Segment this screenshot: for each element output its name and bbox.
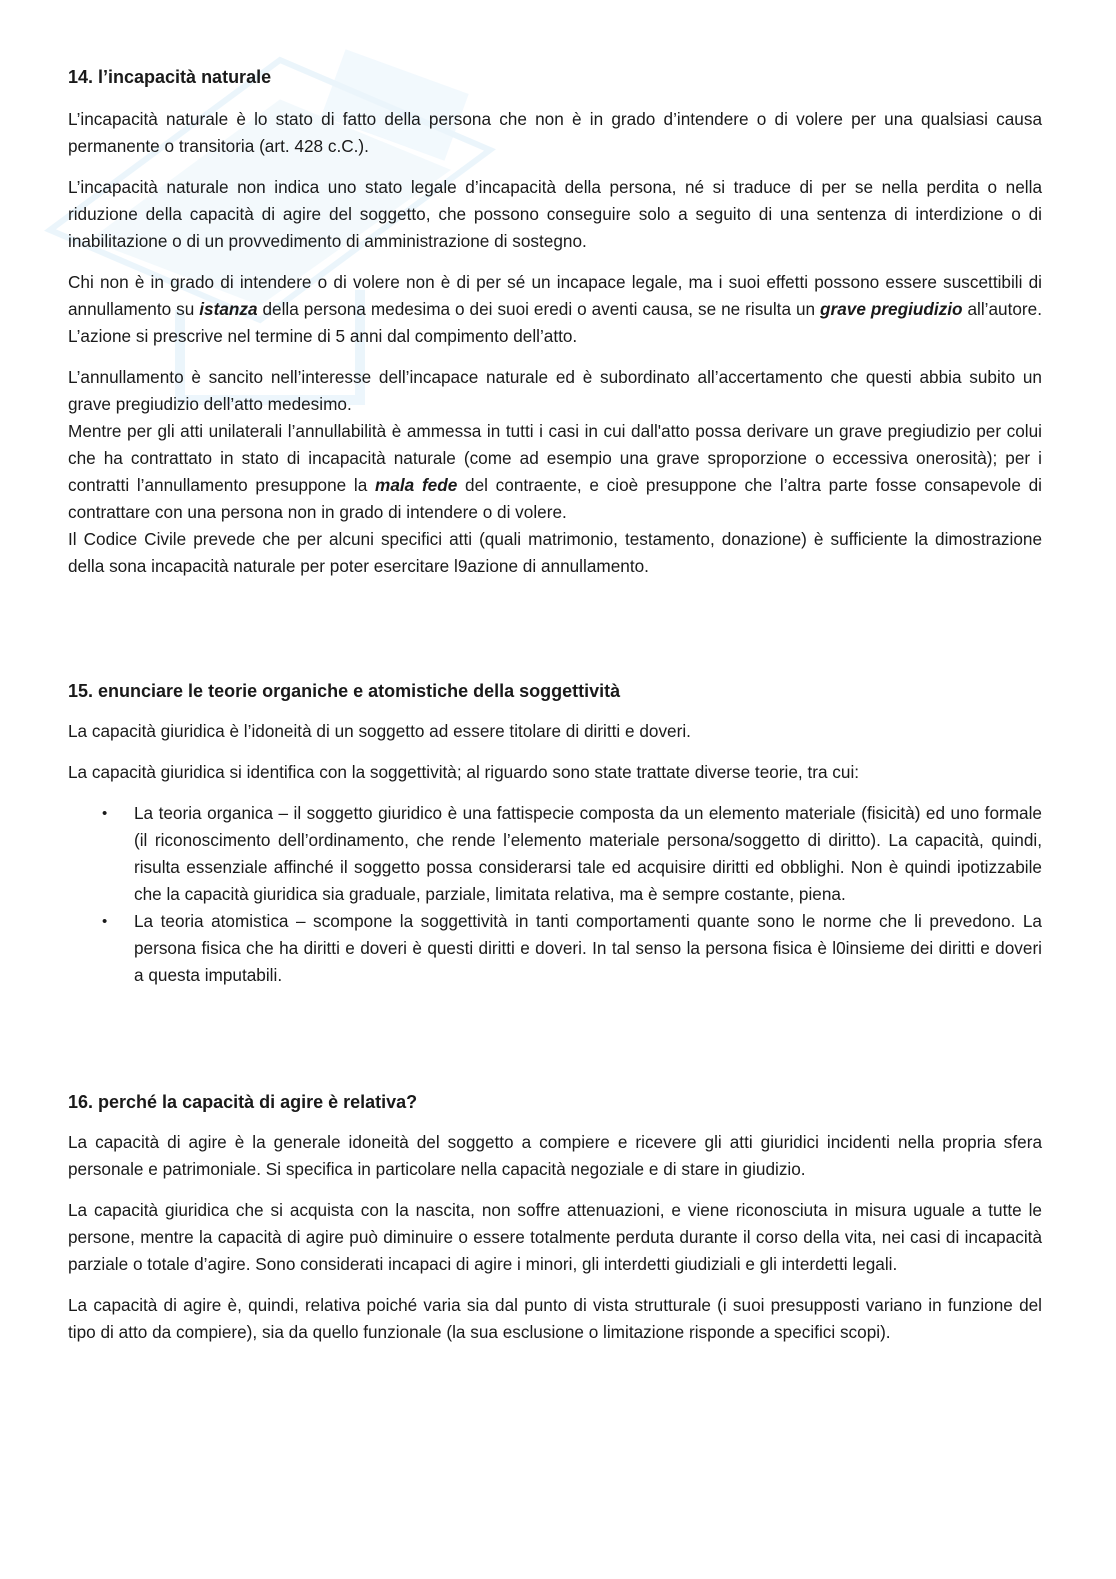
list-item-text: La teoria organica – il soggetto giuridico è una fattispecie composta da un elemento materiale (fisicità) ed uno formale (il riconoscimento dell’ordinamento, che rende l’elemento materiale persona/soggetto di diritto). La capacità, quindi, risulta essenziale affinché il soggetto possa considerarsi tale ed acquisire diritti ed obblighi. Non è quindi ipotizzabile che la capacità giuridica sia graduale, parziale, limitata relativa, ma è sempre costante, piena. <box>134 803 1042 904</box>
emphasis-mala-fede: mala fede <box>375 475 458 495</box>
section-14-title: 14. l’incapacità naturale <box>68 67 272 87</box>
bullet-icon: • <box>102 913 108 930</box>
section-16-title: 16. perché la capacità di agire è relativa? <box>68 1092 418 1112</box>
section-15-paragraph-2: La capacità giuridica si identifica con la soggettività; al riguardo sono state trattate diverse teorie, tra cui: <box>68 762 860 782</box>
section-15-title: 15. enunciare le teorie organiche e atomistiche della soggettività <box>68 681 621 701</box>
section-14-paragraph-2: L’incapacità naturale non indica uno stato legale d’incapacità della persona, né si traduce di per se nella perdita o nella riduzione della capacità di agire del soggetto, che possono conseguire solo a seguito di una sentenza di interdizione o di inabilitazione o di un provvedimento di amministrazione di sostegno. <box>68 177 1042 251</box>
section-16 <box>68 1087 1042 1346</box>
section-15 <box>68 676 1042 989</box>
bullet-icon: • <box>102 805 108 822</box>
section-16-paragraph-2: La capacità giuridica che si acquista con la nascita, non soffre attenuazioni, e viene riconosciuta in misura uguale a tutte le persone, mentre la capacità di agire può diminuire o essere totalmente perduta durante il corso della vita, nei casi di incapacità parziale o totale d’agire. Sono considerati incapaci di agire i minori, gli interdetti giudiziali e gli interdetti legali. <box>68 1200 1042 1274</box>
section-14-paragraph-1: L’incapacità naturale è lo stato di fatto della persona che non è in grado d’intendere o di volere per una qualsiasi causa permanente o transitoria (art. 428 c.C.). <box>68 109 1042 156</box>
section-14-paragraph-4: L’annullamento è sancito nell’interesse dell’incapace naturale ed è subordinato all’accertamento che questi abbia subito un grave pregiudizio dell’atto medesimo. <box>68 367 1042 414</box>
list-item <box>68 908 1042 989</box>
text-run: del contraente, e cioè presuppone che l’altra parte fosse consapevole di contrattare con una persona non in grado di intendere o di volere. <box>68 475 1042 522</box>
emphasis-istanza: istanza <box>199 299 258 319</box>
theories-list <box>68 800 1042 989</box>
section-16-paragraph-3: La capacità di agire è, quindi, relativa poiché varia sia dal punto di vista strutturale (i suoi presupposti variano in funzione del tipo di atto da compiere), sia da quello funzionale (la sua esclusione o limitazione risponde a specifici scopi). <box>68 1295 1042 1342</box>
section-14 <box>68 62 1042 580</box>
emphasis-grave-pregiudizio: grave pregiudizio <box>820 299 963 319</box>
text-run: della persona medesima o dei suoi eredi o aventi causa, se ne risulta un <box>257 299 821 319</box>
text-run: Mentre per gli atti unilaterali l’annullabilità è ammessa in tutti i casi in cui dall'atto possa derivare un grave pregiudizio per colui che ha contrattato in stato di incapacità naturale (come ad esempio una grave sproporzione o eccessiva onerosità); per i contratti l’annullamento presuppone la <box>68 421 1042 495</box>
section-14-paragraph-5 <box>68 418 1042 526</box>
text-run: Chi non è in grado di intendere o di volere non è di per sé un incapace legale, ma i suoi effetti possono essere suscettibili di annullamento su <box>68 272 1042 319</box>
section-14-paragraph-3 <box>68 269 1042 350</box>
list-item <box>68 800 1042 908</box>
list-item-text: La teoria atomistica – scompone la soggettività in tanti comportamenti quante sono le norme che li prevedono. La persona fisica che ha diritti e doveri è questi diritti e doveri. In tal senso la persona fisica è l0insieme dei diritti e doveri a questa imputabili. <box>134 911 1042 985</box>
section-15-paragraph-1: La capacità giuridica è l’idoneità di un soggetto ad essere titolare di diritti e doveri. <box>68 721 691 741</box>
section-14-paragraph-6: Il Codice Civile prevede che per alcuni specifici atti (quali matrimonio, testamento, donazione) è sufficiente la dimostrazione della sona incapacità naturale per poter esercitare l9azione di annullamento. <box>68 529 1042 576</box>
text-run: all’autore. L’azione si prescrive nel termine di 5 anni dal compimento dell’atto. <box>68 299 1042 346</box>
section-16-paragraph-1: La capacità di agire è la generale idoneità del soggetto a compiere e ricevere gli atti giuridici incidenti nella propria sfera personale e patrimoniale. Si specifica in particolare nella capacità negoziale e di stare in giudizio. <box>68 1132 1042 1179</box>
